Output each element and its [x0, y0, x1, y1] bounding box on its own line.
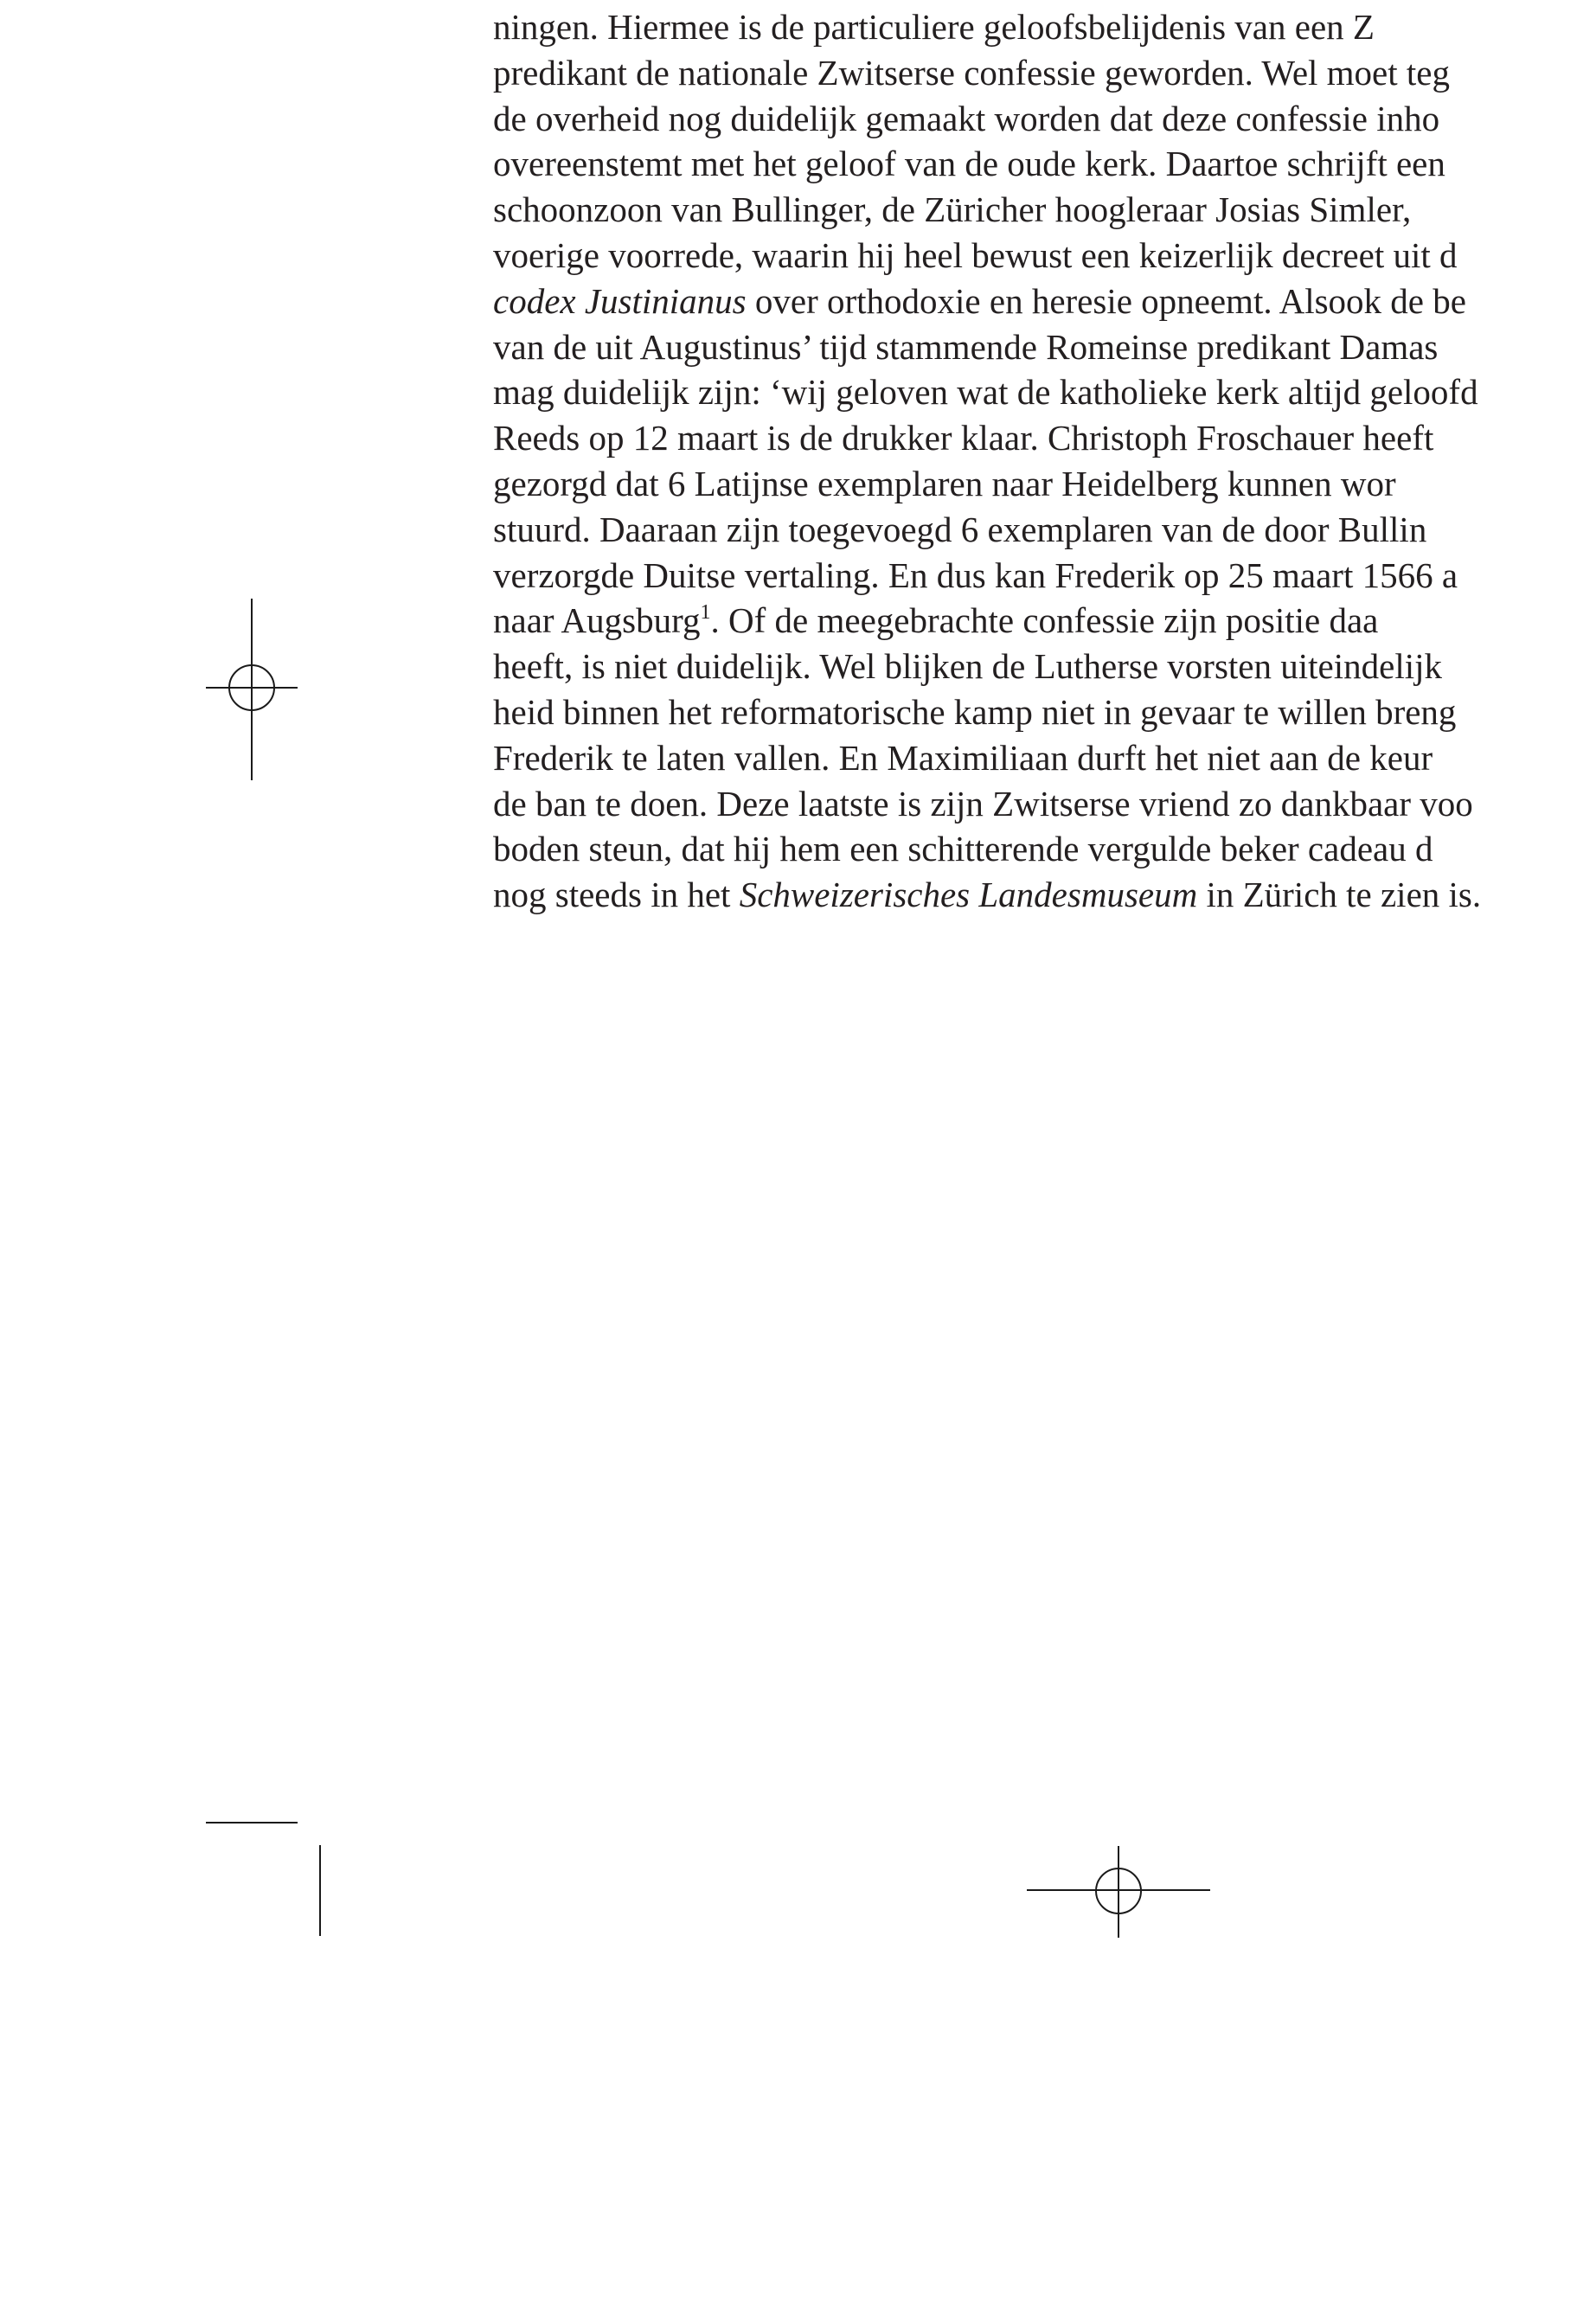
text-run: naar Augsburg [493, 600, 701, 641]
text-line [493, 597, 1378, 644]
text-run: mag duidelijk zijn: ‘wij geloven wat de katholieke kerk altijd geloofd [493, 372, 1478, 413]
registration-mark-bottom-circle [1095, 1868, 1142, 1914]
text-line [493, 140, 1445, 187]
registration-mark-left-circle [228, 664, 275, 711]
text-run: Reeds op 12 maart is de drukker klaar. Christoph Froschauer heeft [493, 418, 1434, 458]
text-run: nog steeds in het [493, 875, 740, 915]
text-run: heid binnen het reformatorische kamp niet in gevaar te willen breng [493, 692, 1457, 732]
text-run: ningen. Hiermee is de particuliere geloofsbelijdenis van een Z [493, 7, 1375, 47]
text-line [493, 780, 1473, 827]
text-run: schoonzoon van Bullinger, de Züricher hoogleraar Josias Simler, [493, 189, 1412, 230]
text-run: . Of de meegebrachte confessie zijn positie daa [710, 600, 1379, 641]
text-line [493, 414, 1433, 461]
text-run: van de uit Augustinus’ tijd stammende Romeinse predikant Damas [493, 326, 1439, 367]
crop-mark-bottom-left-horizontal [206, 1822, 298, 1823]
text-run: de ban te doen. Deze laatste is zijn Zwitserse vriend zo dankbaar voo [493, 783, 1473, 824]
text-line [493, 3, 1375, 50]
text-line [493, 369, 1478, 415]
text-line [493, 232, 1458, 279]
text-run: verzorgde Duitse vertaling. En dus kan Frederik op 25 maart 1566 a [493, 554, 1458, 595]
text-run: overeenstemt met het geloof van de oude kerk. Daartoe schrijft een [493, 144, 1445, 184]
italic-text: codex Justinianus [493, 280, 747, 321]
text-run: Frederik te laten vallen. En Maximiliaan durft het niet aan de keur [493, 737, 1433, 778]
text-run: heeft, is niet duidelijk. Wel blijken de Lutherse vorsten uiteindelijk [493, 646, 1442, 687]
text-line [493, 324, 1438, 370]
text-run: gezorgd dat 6 Latijnse exemplaren naar Heidelberg kunnen wor [493, 464, 1396, 503]
italic-text: Schweizerisches Landesmuseum [739, 875, 1198, 915]
text-run: voerige voorrede, waarin hij heel bewust een keizerlijk decreet uit d [493, 235, 1458, 275]
text-line [493, 186, 1411, 233]
text-line [493, 871, 1481, 918]
text-run: boden steun, dat hij hem een schitterende vergulde beker cadeau d [493, 829, 1433, 869]
text-line [493, 95, 1439, 142]
text-line [493, 689, 1456, 735]
text-line [493, 506, 1426, 553]
text-line [493, 278, 1466, 324]
text-line [493, 825, 1433, 872]
text-line [493, 49, 1450, 96]
text-run: stuurd. Daaraan zijn toegevoegd 6 exemplaren van de door Bullin [493, 509, 1427, 549]
text-run: predikant de nationale Zwitserse confessie geworden. Wel moet teg [493, 52, 1450, 93]
text-line [493, 734, 1433, 781]
text-line [493, 552, 1458, 599]
text-run: over orthodoxie en heresie opneemt. Alsook de be [746, 280, 1466, 321]
crop-mark-bottom-left-vertical [319, 1845, 321, 1936]
text-run: de overheid nog duidelijk gemaakt worden dat deze confessie inho [493, 98, 1440, 138]
text-run: in Zürich te zien is. [1197, 875, 1482, 915]
text-line [493, 643, 1442, 689]
footnote-ref: 1 [700, 600, 711, 624]
text-line [493, 460, 1396, 507]
